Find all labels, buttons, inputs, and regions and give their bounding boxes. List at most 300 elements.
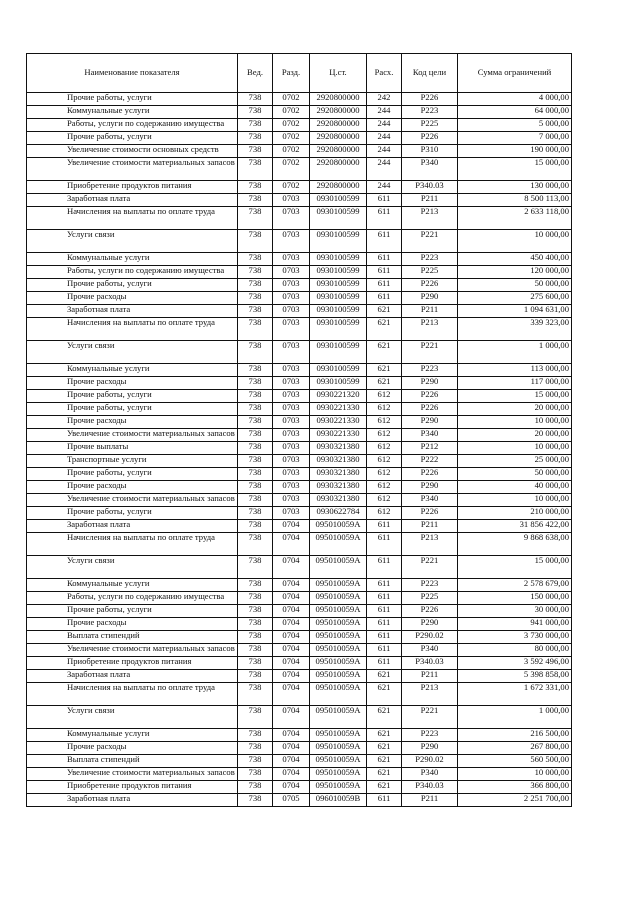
cell-rash: 242 [367,93,402,106]
cell-name [27,442,238,455]
cell-cst: 0930221330 [310,403,367,416]
indicator-name: Услуги связи [67,555,115,565]
cell-cst: 0930100599 [310,207,367,230]
cell-cst: 095010059A [310,605,367,618]
indicator-name: Коммунальные услуги [67,105,150,115]
cell-name [27,377,238,390]
indicator-name: Прочие работы, услуги [67,131,152,141]
indicator-name: Прочие работы, услуги [67,92,152,102]
cell-sum: 7 000,00 [458,132,572,145]
cell-razd: 0703 [273,253,310,266]
cell-rash: 611 [367,605,402,618]
table-row [27,194,572,207]
indicator-name: Коммунальные услуги [67,728,150,738]
cell-cst: 0930100599 [310,305,367,318]
cell-razd: 0703 [273,207,310,230]
cell-kod: P340.03 [402,181,458,194]
cell-rash: 612 [367,507,402,520]
cell-rash: 611 [367,207,402,230]
cell-sum: 113 000,00 [458,364,572,377]
cell-rash: 612 [367,494,402,507]
indicator-name: Прочие работы, услуги [67,506,152,516]
header-name: Наименование показателя [27,54,238,93]
cell-cst: 095010059A [310,729,367,742]
indicator-name: Прочие выплаты [67,441,129,451]
table-row [27,318,572,341]
cell-rash: 611 [367,230,402,253]
cell-ved: 738 [238,181,273,194]
cell-sum: 80 000,00 [458,644,572,657]
cell-kod: P340 [402,158,458,181]
cell-cst: 2920800000 [310,119,367,132]
cell-rash: 612 [367,429,402,442]
cell-cst: 095010059A [310,579,367,592]
table-row [27,230,572,253]
cell-ved: 738 [238,468,273,481]
cell-kod: P340 [402,644,458,657]
table-row [27,605,572,618]
cell-ved: 738 [238,631,273,644]
cell-name [27,253,238,266]
cell-name [27,507,238,520]
cell-rash: 612 [367,468,402,481]
cell-name [27,468,238,481]
table-row [27,507,572,520]
cell-rash: 612 [367,455,402,468]
table-row [27,145,572,158]
cell-kod: P211 [402,194,458,207]
table-row [27,794,572,807]
cell-kod: P222 [402,455,458,468]
cell-sum: 64 000,00 [458,106,572,119]
cell-kod: P226 [402,605,458,618]
cell-ved: 738 [238,657,273,670]
cell-name [27,403,238,416]
cell-kod: P340.03 [402,657,458,670]
table-row [27,158,572,181]
cell-kod: P290 [402,377,458,390]
indicator-name: Прочие расходы [67,617,127,627]
cell-cst: 0930100599 [310,266,367,279]
cell-rash: 244 [367,181,402,194]
cell-rash: 621 [367,377,402,390]
table-row [27,93,572,106]
cell-ved: 738 [238,742,273,755]
cell-razd: 0704 [273,556,310,579]
indicator-name: Увеличение стоимости материальных запасов [67,493,235,503]
cell-name [27,429,238,442]
cell-rash: 611 [367,253,402,266]
indicator-name: Коммунальные услуги [67,578,150,588]
cell-cst: 095010059A [310,520,367,533]
indicator-name: Увеличение стоимости материальных запасов [67,157,235,167]
cell-name [27,266,238,279]
indicator-name: Заработная плата [67,669,131,679]
cell-name [27,605,238,618]
indicator-name: Выплата стипендий [67,630,140,640]
cell-sum: 20 000,00 [458,429,572,442]
table-row [27,266,572,279]
cell-kod: P226 [402,507,458,520]
cell-sum: 5 000,00 [458,119,572,132]
cell-sum: 4 000,00 [458,93,572,106]
cell-rash: 621 [367,742,402,755]
indicator-name: Начисления на выплаты по оплате труда [67,532,215,542]
cell-ved: 738 [238,305,273,318]
table-row [27,670,572,683]
cell-razd: 0704 [273,755,310,768]
cell-sum: 1 000,00 [458,706,572,729]
cell-razd: 0703 [273,468,310,481]
cell-name [27,768,238,781]
cell-kod: P226 [402,403,458,416]
cell-name [27,794,238,807]
table-row [27,292,572,305]
table-row [27,416,572,429]
cell-ved: 738 [238,106,273,119]
cell-sum: 2 633 118,00 [458,207,572,230]
cell-kod: P290 [402,292,458,305]
cell-ved: 738 [238,755,273,768]
cell-ved: 738 [238,253,273,266]
cell-ved: 738 [238,442,273,455]
cell-razd: 0703 [273,455,310,468]
cell-razd: 0704 [273,706,310,729]
cell-rash: 612 [367,442,402,455]
cell-name [27,533,238,556]
cell-sum: 560 500,00 [458,755,572,768]
cell-cst: 0930221330 [310,416,367,429]
table-row [27,364,572,377]
cell-name [27,683,238,706]
cell-kod: P310 [402,145,458,158]
cell-razd: 0703 [273,364,310,377]
cell-name [27,520,238,533]
cell-sum: 2 251 700,00 [458,794,572,807]
cell-name [27,670,238,683]
cell-cst: 2920800000 [310,145,367,158]
cell-kod: P290 [402,481,458,494]
cell-rash: 621 [367,341,402,364]
cell-razd: 0704 [273,768,310,781]
indicator-name: Выплата стипендий [67,754,140,764]
cell-rash: 611 [367,579,402,592]
cell-cst: 0930100599 [310,364,367,377]
cell-name [27,305,238,318]
cell-razd: 0703 [273,416,310,429]
cell-rash: 611 [367,194,402,207]
indicator-name: Услуги связи [67,340,115,350]
cell-name [27,556,238,579]
cell-rash: 611 [367,657,402,670]
cell-razd: 0703 [273,507,310,520]
cell-kod: P225 [402,119,458,132]
cell-name [27,455,238,468]
cell-cst: 095010059A [310,781,367,794]
cell-cst: 095010059A [310,618,367,631]
indicator-name: Начисления на выплаты по оплате труда [67,317,215,327]
cell-name [27,119,238,132]
table-row [27,305,572,318]
cell-sum: 10 000,00 [458,768,572,781]
cell-name [27,481,238,494]
indicator-name: Транспортные услуги [67,454,147,464]
cell-rash: 611 [367,266,402,279]
cell-sum: 9 868 638,00 [458,533,572,556]
cell-ved: 738 [238,579,273,592]
table-row [27,631,572,644]
indicator-name: Работы, услуги по содержанию имущества [67,118,225,128]
table-row [27,683,572,706]
cell-razd: 0703 [273,403,310,416]
cell-name [27,755,238,768]
cell-kod: P225 [402,592,458,605]
cell-sum: 30 000,00 [458,605,572,618]
indicator-name: Приобретение продуктов питания [67,780,192,790]
cell-rash: 611 [367,618,402,631]
cell-name [27,644,238,657]
cell-ved: 738 [238,132,273,145]
cell-ved: 738 [238,556,273,579]
cell-sum: 10 000,00 [458,494,572,507]
table-row [27,132,572,145]
cell-kod: P223 [402,253,458,266]
cell-kod: P221 [402,341,458,364]
cell-rash: 621 [367,305,402,318]
cell-kod: P226 [402,468,458,481]
cell-sum: 210 000,00 [458,507,572,520]
cell-kod: P212 [402,442,458,455]
cell-name [27,416,238,429]
cell-kod: P340 [402,768,458,781]
cell-name [27,207,238,230]
table-row [27,520,572,533]
cell-ved: 738 [238,266,273,279]
cell-rash: 621 [367,755,402,768]
cell-razd: 0703 [273,305,310,318]
indicator-name: Услуги связи [67,705,115,715]
cell-rash: 621 [367,706,402,729]
cell-sum: 2 578 679,00 [458,579,572,592]
table-row [27,279,572,292]
cell-cst: 0930100599 [310,230,367,253]
cell-name [27,742,238,755]
cell-ved: 738 [238,729,273,742]
table-row [27,579,572,592]
cell-rash: 611 [367,279,402,292]
table-row [27,781,572,794]
table-row [27,481,572,494]
cell-kod: P211 [402,520,458,533]
cell-kod: P221 [402,230,458,253]
header-cst: Ц.ст. [310,54,367,93]
cell-razd: 0704 [273,683,310,706]
cell-name [27,341,238,364]
cell-name [27,292,238,305]
cell-sum: 130 000,00 [458,181,572,194]
cell-cst: 095010059A [310,657,367,670]
cell-sum: 20 000,00 [458,403,572,416]
cell-kod: P221 [402,706,458,729]
cell-kod: P290.02 [402,631,458,644]
cell-kod: P213 [402,533,458,556]
cell-razd: 0703 [273,318,310,341]
cell-ved: 738 [238,592,273,605]
cell-sum: 50 000,00 [458,279,572,292]
cell-ved: 738 [238,455,273,468]
cell-razd: 0703 [273,494,310,507]
table-row [27,106,572,119]
indicator-name: Услуги связи [67,229,115,239]
cell-razd: 0704 [273,605,310,618]
cell-sum: 366 800,00 [458,781,572,794]
table-row [27,768,572,781]
cell-kod: P211 [402,670,458,683]
cell-sum: 1 000,00 [458,341,572,364]
table-row [27,755,572,768]
indicator-name: Увеличение стоимости материальных запасов [67,643,235,653]
cell-razd: 0703 [273,429,310,442]
cell-sum: 450 400,00 [458,253,572,266]
table-header-row [27,54,572,93]
cell-kod: P226 [402,93,458,106]
indicator-name: Прочие расходы [67,480,127,490]
cell-razd: 0704 [273,618,310,631]
cell-sum: 216 500,00 [458,729,572,742]
budget-limits-table [26,53,572,807]
cell-rash: 244 [367,106,402,119]
cell-razd: 0704 [273,579,310,592]
cell-cst: 0930321380 [310,494,367,507]
indicator-name: Работы, услуги по содержанию имущества [67,591,225,601]
cell-rash: 612 [367,416,402,429]
cell-ved: 738 [238,292,273,305]
cell-sum: 15 000,00 [458,158,572,181]
cell-cst: 0930321380 [310,468,367,481]
cell-cst: 095010059A [310,533,367,556]
cell-ved: 738 [238,683,273,706]
indicator-name: Прочие работы, услуги [67,604,152,614]
cell-rash: 611 [367,631,402,644]
cell-kod: P223 [402,729,458,742]
cell-rash: 612 [367,481,402,494]
cell-sum: 10 000,00 [458,442,572,455]
cell-razd: 0703 [273,481,310,494]
cell-cst: 095010059A [310,742,367,755]
cell-cst: 0930321380 [310,442,367,455]
cell-razd: 0703 [273,377,310,390]
cell-rash: 611 [367,794,402,807]
cell-name [27,631,238,644]
cell-razd: 0702 [273,132,310,145]
cell-kod: P223 [402,579,458,592]
cell-rash: 621 [367,670,402,683]
table-row [27,390,572,403]
cell-sum: 5 398 858,00 [458,670,572,683]
cell-cst: 0930100599 [310,279,367,292]
cell-cst: 096010059B [310,794,367,807]
cell-ved: 738 [238,605,273,618]
indicator-name: Прочие работы, услуги [67,467,152,477]
cell-rash: 611 [367,592,402,605]
cell-sum: 275 600,00 [458,292,572,305]
cell-rash: 612 [367,403,402,416]
cell-ved: 738 [238,194,273,207]
cell-kod: P213 [402,683,458,706]
cell-rash: 244 [367,119,402,132]
cell-ved: 738 [238,119,273,132]
cell-sum: 190 000,00 [458,145,572,158]
cell-ved: 738 [238,416,273,429]
cell-cst: 095010059A [310,683,367,706]
cell-cst: 0930100599 [310,377,367,390]
cell-kod: P340.03 [402,781,458,794]
cell-cst: 095010059A [310,768,367,781]
indicator-name: Коммунальные услуги [67,252,150,262]
table-row [27,455,572,468]
cell-cst: 0930221330 [310,429,367,442]
cell-cst: 0930622784 [310,507,367,520]
table-row [27,644,572,657]
cell-sum: 1 672 331,00 [458,683,572,706]
cell-ved: 738 [238,93,273,106]
cell-razd: 0702 [273,119,310,132]
table-row [27,442,572,455]
table-row [27,181,572,194]
cell-razd: 0705 [273,794,310,807]
table-row [27,403,572,416]
cell-name [27,106,238,119]
cell-ved: 738 [238,230,273,253]
cell-name [27,194,238,207]
cell-ved: 738 [238,481,273,494]
cell-razd: 0704 [273,631,310,644]
cell-ved: 738 [238,377,273,390]
cell-razd: 0702 [273,106,310,119]
cell-razd: 0704 [273,592,310,605]
cell-ved: 738 [238,158,273,181]
cell-kod: P290.02 [402,755,458,768]
cell-sum: 3 730 000,00 [458,631,572,644]
cell-sum: 8 500 113,00 [458,194,572,207]
cell-cst: 2920800000 [310,106,367,119]
cell-name [27,132,238,145]
table-row [27,592,572,605]
indicator-name: Прочие расходы [67,291,127,301]
cell-razd: 0702 [273,145,310,158]
header-sum: Сумма ограничений [458,54,572,93]
cell-sum: 3 592 496,00 [458,657,572,670]
indicator-name: Прочие работы, услуги [67,278,152,288]
cell-cst: 0930221320 [310,390,367,403]
cell-cst: 2920800000 [310,132,367,145]
cell-ved: 738 [238,781,273,794]
cell-name [27,390,238,403]
cell-rash: 244 [367,158,402,181]
cell-ved: 738 [238,520,273,533]
cell-sum: 941 000,00 [458,618,572,631]
table-row [27,207,572,230]
cell-rash: 611 [367,520,402,533]
cell-kod: P211 [402,794,458,807]
cell-ved: 738 [238,507,273,520]
cell-ved: 738 [238,364,273,377]
cell-sum: 1 094 631,00 [458,305,572,318]
cell-rash: 621 [367,318,402,341]
cell-name [27,618,238,631]
cell-cst: 095010059A [310,706,367,729]
cell-name [27,364,238,377]
